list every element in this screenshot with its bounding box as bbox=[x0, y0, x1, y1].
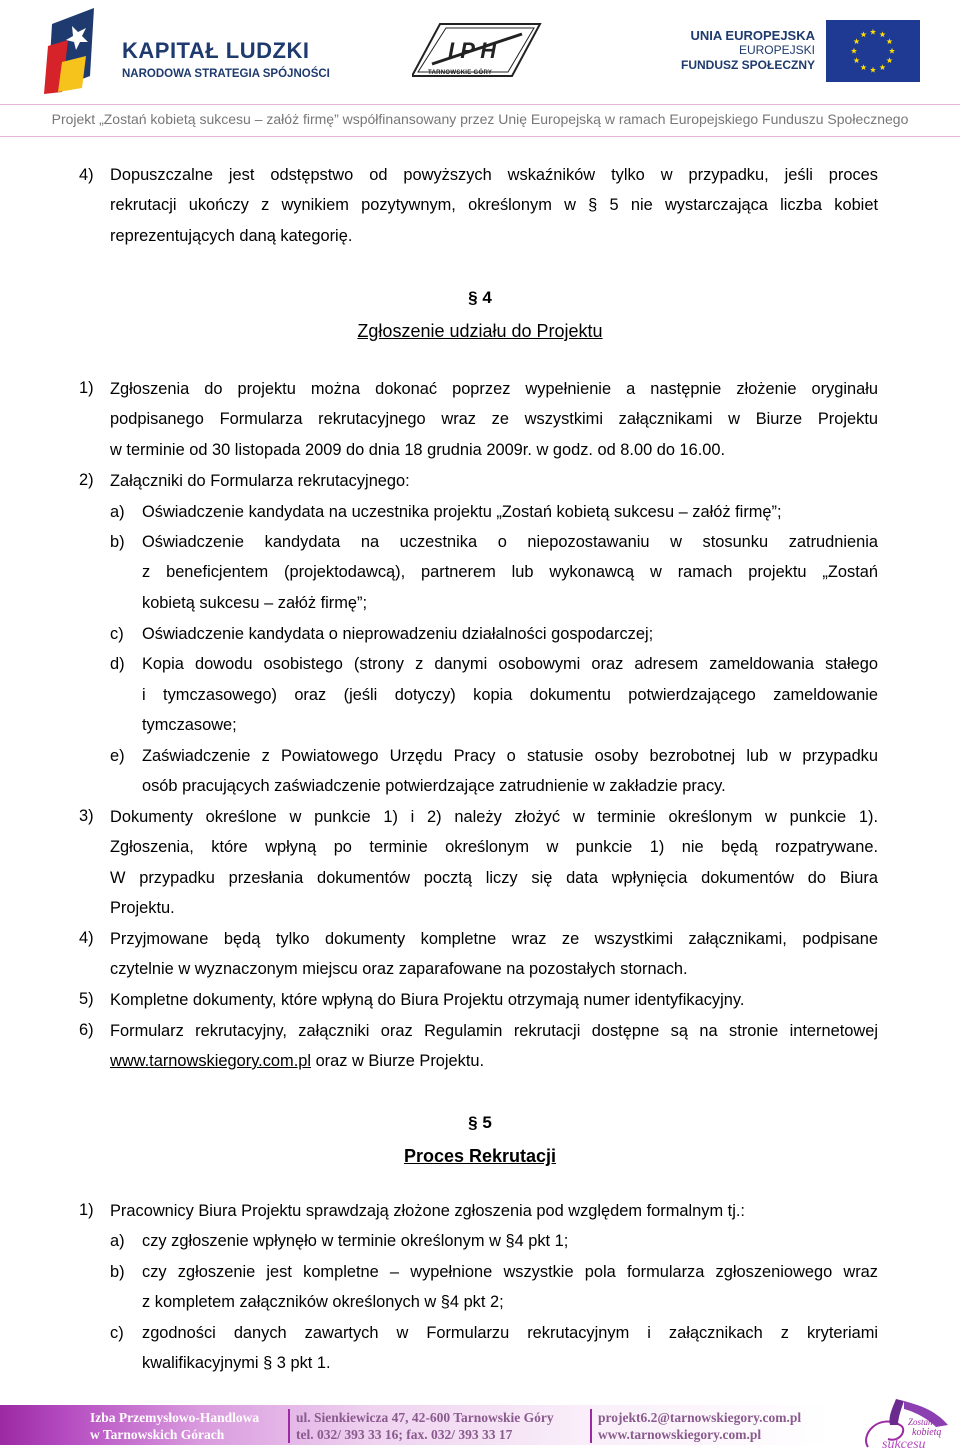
item-number: 2) bbox=[79, 471, 94, 489]
logo-text-line-1: Zostań bbox=[908, 1417, 933, 1427]
footer-address-line-1: ul. Sienkiewicza 47, 42-600 Tarnowskie Góry bbox=[296, 1410, 554, 1425]
text-line: Projektu. bbox=[110, 899, 175, 917]
iph-letters: I P H bbox=[448, 38, 497, 63]
text-line: Oświadczenie kandydata o nieprowadzeniu działalności gospodarczej; bbox=[142, 625, 654, 643]
section-5-title: Proces Rekrutacji bbox=[403, 1146, 557, 1166]
header-divider-bottom bbox=[0, 136, 960, 137]
text-line: Oświadczenie kandydata na uczestnika o niepozostawaniu w stosunku zatrudnienia bbox=[142, 533, 878, 551]
kapital-ludzki-flag-icon bbox=[42, 6, 106, 96]
ue-line-2: EUROPEJSKI bbox=[738, 43, 815, 57]
text-line: i tymczasowego) oraz (jeśli dotyczy) kopia dokumentu potwierdzającego zameldowanie bbox=[142, 686, 878, 704]
text-line: rekrutacji ukończy z wynikiem pozytywnym, określonym w § 5 nie wystarczająca liczba kobiet bbox=[110, 196, 878, 214]
text-line-with-link bbox=[110, 1052, 484, 1071]
item-number: 6) bbox=[79, 1021, 94, 1039]
item-number: 5) bbox=[79, 990, 94, 1008]
sub-letter: b) bbox=[110, 1263, 125, 1281]
footer-org-line-1: Izba Przemysłowo-Handlowa bbox=[90, 1410, 260, 1425]
sub-letter: b) bbox=[110, 533, 125, 551]
text-line: czy zgłoszenie wpłynęło w terminie określonym w §4 pkt 1; bbox=[142, 1232, 569, 1250]
footer-separator bbox=[590, 1409, 592, 1443]
section-5-mark: § 5 bbox=[468, 1113, 492, 1132]
text-line: W przypadku przesłania dokumentów pocztą liczy się data wpłynięcia dokumentów do Biura bbox=[110, 869, 878, 887]
text-line: Przyjmowane będą tylko dokumenty kompletne wraz ze wszystkimi załącznikami, podpisane bbox=[110, 930, 878, 948]
page-footer bbox=[0, 1395, 960, 1450]
text-line: czy zgłoszenie jest kompletne – wypełnione wszystkie pola formularza zgłoszeniowego wraz bbox=[142, 1263, 878, 1281]
text-line: w terminie od 30 listopada 2009 do dnia 18 grudnia 2009r. w godz. od 8.00 do 16.00. bbox=[110, 441, 726, 459]
page-header bbox=[0, 0, 960, 138]
section-4-title: Zgłoszenie udziału do Projektu bbox=[357, 321, 603, 341]
item-number: 1) bbox=[79, 1201, 94, 1219]
text-line: Kopia dowodu osobistego (strony z danymi osobowymi oraz adresem zameldowania stałego bbox=[142, 655, 878, 673]
footer-address-line-2: tel. 032/ 393 33 16; fax. 032/ 393 33 17 bbox=[296, 1427, 513, 1442]
iph-caption: TARNOWSKIE GÓRY bbox=[428, 70, 493, 76]
item-number: 4) bbox=[79, 929, 94, 947]
text-line: Kompletne dokumenty, które wpłyną do Biura Projektu otrzymają numer identyfikacyjny. bbox=[110, 991, 745, 1009]
sub-letter: a) bbox=[110, 503, 125, 521]
ue-line-3: FUNDUSZ SPOŁECZNY bbox=[680, 58, 815, 72]
eu-flag-icon bbox=[826, 20, 920, 82]
footer-website[interactable]: www.tarnowskiegory.com.pl bbox=[598, 1427, 762, 1442]
text-line: Zgłoszenia do projektu można dokonać poprzez wypełnienie a następnie złożenie oryginału bbox=[110, 380, 878, 398]
text-line: podpisanego Formularza rekrutacyjnego wraz ze wszystkimi załącznikami w Biurze Projektu bbox=[110, 410, 878, 428]
footer-organization bbox=[90, 1409, 259, 1443]
text-line: z beneficjentem (projektodawcą), partnerem lub wykonawcą w ramach projektu „Zostań bbox=[142, 563, 878, 581]
text-line: Pracownicy Biura Projektu sprawdzają złożone zgłoszenia pod względem formalnym tj.: bbox=[110, 1202, 745, 1220]
text-line: Dokumenty określone w punkcie 1) i 2) należy złożyć w terminie określonym w punkcie 1). bbox=[110, 808, 878, 826]
text-line: kobietą sukcesu – załóż firmę”; bbox=[142, 594, 368, 612]
sub-letter: a) bbox=[110, 1232, 125, 1250]
text-line: reprezentujących daną kategorię. bbox=[110, 227, 353, 245]
item-number: 3) bbox=[79, 807, 94, 825]
text-line: Formularz rekrutacyjny, załączniki oraz Regulamin rekrutacji dostępne są na stronie internetowej bbox=[110, 1022, 878, 1040]
sub-letter: c) bbox=[110, 1324, 124, 1342]
website-link[interactable]: www.tarnowskiegory.com.pl bbox=[110, 1052, 312, 1070]
footer-contact bbox=[598, 1409, 801, 1443]
footer-email[interactable]: projekt6.2@tarnowskiegory.com.pl bbox=[598, 1410, 802, 1425]
header-divider-top bbox=[0, 104, 960, 105]
item-number: 1) bbox=[79, 379, 94, 397]
item-number: 4) bbox=[79, 166, 94, 184]
kapital-ludzki-subtitle: NARODOWA STRATEGIA SPÓJNOŚCI bbox=[122, 68, 330, 80]
text-line: tymczasowe; bbox=[142, 716, 237, 734]
project-cofinancing-line: Projekt „Zostań kobietą sukcesu – załóż firmę” współfinansowany przez Unię Europejską w ramach Europejskiego Funduszu Społecznego bbox=[51, 111, 909, 127]
zostan-kobieta-sukcesu-logo bbox=[838, 1395, 960, 1450]
section-4-mark: § 4 bbox=[468, 288, 492, 307]
text-line: osób pracujących zaświadczenie potwierdzające zatrudnienie w zakładzie pracy. bbox=[142, 777, 726, 795]
text-line: Zgłoszenia, które wpłyną po terminie określonym w punkcie 1) nie będą rozpatrywane. bbox=[110, 838, 878, 856]
text-line: Dopuszczalne jest odstępstwo od powyższych wskaźników tylko w przypadku, jeśli proces bbox=[110, 166, 878, 184]
logo-text-line-2: kobietą bbox=[912, 1427, 942, 1438]
text-line: Załączniki do Formularza rekrutacyjnego: bbox=[110, 472, 410, 490]
text-line: zgodności danych zawartych w Formularzu rekrutacyjnym i załącznikach z kryteriami bbox=[142, 1324, 878, 1342]
ue-line-1: UNIA EUROPEJSKA bbox=[690, 28, 815, 43]
sub-letter: d) bbox=[110, 655, 125, 673]
sub-letter: e) bbox=[110, 747, 125, 765]
text-line: Oświadczenie kandydata na uczestnika projektu „Zostań kobietą sukcesu – załóż firmę”; bbox=[142, 503, 782, 521]
text-line: czytelnie w wyznaczonym miejscu oraz zaparafowane na pozostałych stornach. bbox=[110, 960, 688, 978]
ue-text-block bbox=[681, 28, 815, 73]
footer-separator bbox=[288, 1409, 290, 1443]
footer-org-line-2: w Tarnowskich Górach bbox=[90, 1427, 225, 1442]
text-after-link: oraz w Biurze Projektu. bbox=[311, 1052, 485, 1070]
high-heel-shoe-icon bbox=[889, 1399, 904, 1425]
kapital-ludzki-logo bbox=[42, 6, 332, 96]
text-line: z kompletem załączników określonych w §4 pkt 2; bbox=[142, 1293, 504, 1311]
sub-letter: c) bbox=[110, 625, 124, 643]
text-line: Zaświadczenie z Powiatowego Urzędu Pracy o statusie osoby bezrobotnej lub w przypadku bbox=[142, 747, 878, 765]
kapital-ludzki-title: KAPITAŁ LUDZKI bbox=[122, 38, 310, 63]
logo-text-line-3: sukcesu bbox=[882, 1437, 926, 1450]
footer-address bbox=[296, 1409, 554, 1443]
text-line: kwalifikacyjnymi § 3 pkt 1. bbox=[142, 1354, 331, 1372]
